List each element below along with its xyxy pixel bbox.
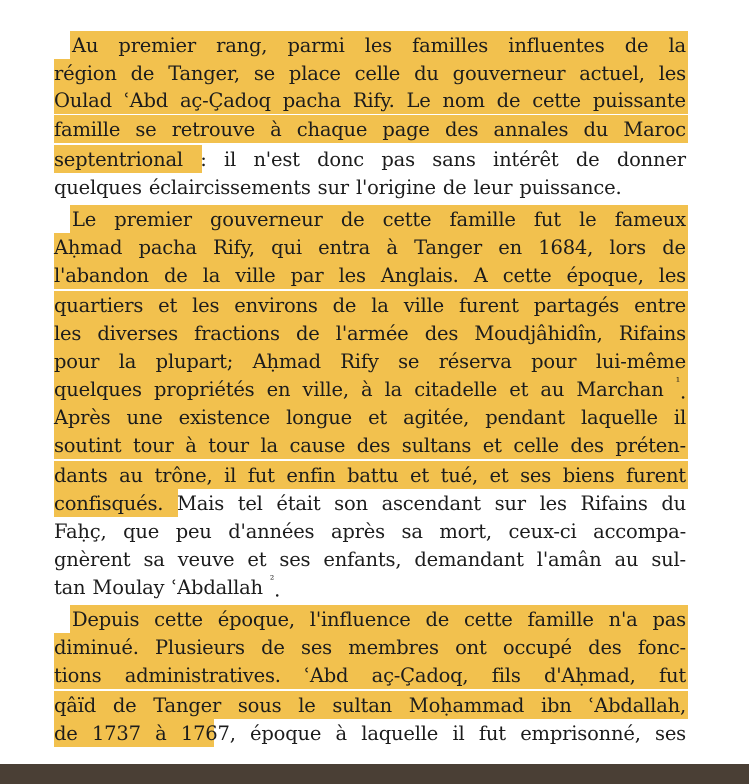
word: l'origine — [355, 176, 436, 199]
word: tan — [54, 576, 86, 599]
word: longue — [286, 406, 352, 429]
word: pour — [54, 350, 100, 373]
word: de — [340, 208, 365, 231]
word: entra — [318, 236, 371, 259]
word: cette — [532, 89, 581, 112]
word: et — [410, 464, 430, 487]
word: chaque — [296, 118, 368, 141]
word: fut — [247, 464, 275, 487]
word: ville, — [302, 378, 349, 401]
word: Mais — [176, 492, 225, 515]
word: des — [356, 434, 391, 457]
word: des — [424, 322, 459, 345]
word: peu — [175, 520, 212, 543]
word: gouverneur — [452, 62, 566, 85]
word: trône, — [154, 464, 213, 487]
word: celle — [513, 434, 559, 457]
word: Le — [72, 208, 97, 231]
word: sa — [401, 520, 423, 543]
word: de — [575, 148, 600, 171]
word: battu — [347, 464, 399, 487]
word: Moulay — [92, 576, 165, 599]
word: ont — [455, 636, 487, 659]
word: se — [398, 350, 420, 373]
word: ville — [403, 294, 444, 317]
word: les — [658, 62, 686, 85]
word: à — [360, 378, 373, 401]
word: les — [539, 492, 567, 515]
word: ibn — [540, 694, 572, 717]
word: ʿAbd — [123, 89, 169, 112]
text-line — [54, 692, 686, 720]
word: septentrional — [54, 148, 183, 171]
word: il — [224, 148, 237, 171]
word: de — [295, 322, 320, 345]
word: sans — [432, 148, 476, 171]
word: quelques — [54, 378, 142, 401]
word: lors — [609, 236, 646, 259]
word: fractions — [194, 322, 280, 345]
word: tour — [208, 434, 249, 457]
word: : — [200, 148, 207, 171]
word: pour — [531, 350, 577, 373]
word: $^{^1}$. — [675, 374, 686, 404]
word: ʿAbdallah, — [588, 694, 686, 717]
word: occupé — [502, 636, 572, 659]
word: retrouve — [171, 118, 255, 141]
word: du — [583, 118, 609, 141]
word: l'abandon — [54, 264, 149, 287]
word: époque, — [217, 608, 295, 631]
text-line — [54, 320, 686, 348]
word: ascendant — [381, 492, 481, 515]
word: et — [489, 464, 509, 487]
word: administratives. — [124, 664, 281, 687]
word: premier — [118, 34, 196, 57]
word: fut — [658, 664, 686, 687]
word: diminué. — [54, 636, 139, 659]
word: laquelle — [580, 406, 658, 429]
word: 1684, — [538, 236, 594, 259]
word: enfin — [286, 464, 336, 487]
word: cette — [382, 208, 432, 231]
word: 1737 — [91, 722, 141, 745]
word: le — [579, 208, 597, 231]
word: rang, — [216, 34, 268, 57]
word: aç-Çadoq, — [371, 664, 469, 687]
word: partagés — [533, 294, 620, 317]
word: la — [260, 434, 278, 457]
word: époque, — [566, 264, 644, 287]
text-line — [54, 432, 686, 460]
word: sur — [317, 176, 349, 199]
text-line — [72, 32, 686, 60]
text-line — [54, 462, 686, 490]
word: puissante — [592, 89, 686, 112]
word: après — [330, 520, 385, 543]
word: furent — [458, 294, 519, 317]
word: et — [368, 406, 388, 429]
word: à — [185, 434, 197, 457]
word: des — [570, 434, 604, 457]
word: A — [473, 264, 488, 287]
word: de — [130, 62, 155, 85]
word: les — [54, 322, 82, 345]
word: Oulad — [54, 89, 112, 112]
word: Rify. — [352, 89, 395, 112]
text-line — [54, 662, 686, 690]
word: et — [509, 378, 529, 401]
word: leur — [473, 176, 513, 199]
word: ʿAbdallah — [171, 576, 263, 599]
word: l'armée — [335, 322, 409, 345]
word: sultans — [401, 434, 472, 457]
word: réserva — [438, 350, 512, 373]
text-line — [54, 404, 686, 432]
word: plupart; — [155, 350, 234, 373]
word: fils — [491, 664, 521, 687]
word: sul- — [651, 548, 686, 571]
word: de — [332, 294, 357, 317]
text-line — [72, 606, 686, 634]
word: biens — [562, 464, 615, 487]
word: dants — [54, 464, 108, 487]
word: environs — [234, 294, 318, 317]
word: Rify — [340, 350, 379, 373]
word: mort, — [439, 520, 492, 543]
word: influentes — [508, 34, 605, 57]
word: sous — [237, 694, 282, 717]
word: il — [673, 406, 686, 429]
bottom-edge-bar — [0, 764, 749, 784]
word: agitée, — [403, 406, 470, 429]
word: soutint — [54, 434, 122, 457]
text-line — [54, 348, 686, 376]
word: fut — [533, 208, 561, 231]
word: que — [123, 520, 160, 543]
word: sultan — [332, 694, 392, 717]
text-line — [54, 720, 686, 748]
word: emprisonné, — [520, 722, 641, 745]
word: Aḥmad — [252, 350, 321, 373]
word: nom — [442, 89, 485, 112]
text-line — [54, 87, 686, 115]
word: pacha — [138, 236, 197, 259]
text-line — [54, 234, 686, 262]
word: gouverneur — [210, 208, 323, 231]
word: au — [614, 548, 639, 571]
word: qui — [271, 236, 302, 259]
word: était — [276, 492, 321, 515]
word: Tanger — [414, 236, 482, 259]
word: propriétés — [153, 378, 255, 401]
word: région — [54, 62, 117, 85]
text-line — [54, 376, 686, 404]
text-line — [54, 146, 686, 174]
word: des — [588, 636, 622, 659]
word: les — [364, 34, 392, 57]
word: pas — [652, 608, 686, 631]
word: au — [119, 464, 143, 487]
word: il — [452, 722, 465, 745]
word: Après — [54, 406, 111, 429]
word: la — [371, 294, 389, 317]
word: Au — [72, 34, 99, 57]
word: quelques — [54, 176, 142, 199]
word: tions — [54, 664, 102, 687]
word: éclaircissements — [148, 176, 311, 199]
word: son — [334, 492, 368, 515]
word: Rify, — [213, 236, 255, 259]
word: Moudjâhidîn, — [474, 322, 603, 345]
word: la — [202, 264, 221, 287]
word: tué, — [440, 464, 478, 487]
word: ʿAbd — [304, 664, 349, 687]
word: veuve — [177, 548, 235, 571]
word: famille — [449, 208, 516, 231]
word: de — [496, 89, 521, 112]
word: famille — [527, 608, 594, 631]
word: d'années — [228, 520, 315, 543]
word: quartiers — [54, 294, 144, 317]
word: de — [54, 722, 78, 745]
word: tour — [132, 434, 174, 457]
text-line — [54, 292, 686, 320]
text-line — [54, 634, 686, 662]
word: Rifains — [580, 492, 648, 515]
word: Maroc — [623, 118, 686, 141]
word: au — [540, 378, 565, 401]
word: cette — [154, 608, 203, 631]
word: les — [658, 264, 686, 287]
text-line — [54, 60, 686, 88]
word: Moḥammad — [408, 694, 525, 717]
word: page — [382, 118, 430, 141]
word: ses — [655, 722, 686, 745]
word: donner — [616, 148, 686, 171]
word: cause — [289, 434, 346, 457]
word: donc — [317, 148, 365, 171]
word: ses — [520, 464, 552, 487]
word: place — [288, 62, 341, 85]
word: du — [661, 492, 686, 515]
word: annales — [493, 118, 569, 141]
word: n'est — [253, 148, 300, 171]
word: 1767, — [180, 722, 236, 745]
word: une — [126, 406, 163, 429]
word: de — [163, 264, 188, 287]
word: intérêt — [493, 148, 559, 171]
text-line — [54, 116, 686, 144]
word: du — [414, 62, 439, 85]
word: de — [442, 176, 467, 199]
text-line — [54, 518, 686, 546]
word: en — [266, 378, 291, 401]
word: aç-Çadoq — [179, 89, 271, 112]
word: sa — [143, 548, 165, 571]
word: ceux-ci — [508, 520, 577, 543]
word: Marchan — [576, 378, 664, 401]
word: Aḥmad — [54, 236, 123, 259]
word: furent — [626, 464, 686, 487]
word: parmi — [287, 34, 345, 57]
word: pacha — [282, 89, 341, 112]
word: de — [425, 608, 450, 631]
word: les — [338, 264, 366, 287]
word: lui-même — [595, 350, 686, 373]
word: celle — [354, 62, 401, 85]
word: le — [298, 694, 316, 717]
word: se — [135, 118, 157, 141]
text-line — [54, 546, 686, 574]
word: de — [112, 694, 137, 717]
word: premier — [114, 208, 192, 231]
word: confisqués. — [54, 492, 164, 515]
word: des — [444, 118, 479, 141]
word: ville — [235, 264, 276, 287]
word: Tanger — [153, 694, 222, 717]
word: la — [384, 378, 403, 401]
word: Rifains — [618, 322, 686, 345]
word: ses — [279, 548, 311, 571]
word: accompa- — [593, 520, 686, 543]
word: à — [386, 236, 398, 259]
word: laquelle — [361, 722, 439, 745]
text-line — [54, 262, 686, 290]
word: pas — [381, 148, 415, 171]
text-line — [54, 574, 686, 602]
word: diverses — [97, 322, 178, 345]
word: la — [668, 34, 686, 57]
word: existence — [178, 406, 271, 429]
word: cette — [463, 608, 513, 631]
word: se — [253, 62, 275, 85]
word: époque — [250, 722, 322, 745]
word: n'a — [608, 608, 638, 631]
word: entre — [634, 294, 686, 317]
text-line — [54, 174, 686, 202]
word: famille — [54, 118, 121, 141]
word: et — [158, 294, 178, 317]
word: Le — [406, 89, 431, 112]
word: à — [335, 722, 347, 745]
word: ses — [301, 636, 332, 659]
word: gnèrent — [54, 548, 131, 571]
word: pendant — [485, 406, 565, 429]
word: familles — [412, 34, 489, 57]
word: $^{^2}$. — [269, 572, 281, 602]
text-line — [72, 206, 686, 234]
word: la — [118, 350, 137, 373]
word: de — [624, 34, 649, 57]
word: citadelle — [414, 378, 498, 401]
word: fut — [478, 722, 506, 745]
word: d'Aḥmad, — [543, 664, 636, 687]
word: les — [192, 294, 220, 317]
word: de — [662, 236, 686, 259]
word: il — [224, 464, 237, 487]
word: à — [270, 118, 282, 141]
word: fonc- — [637, 636, 686, 659]
word: membres — [348, 636, 439, 659]
word: demandant — [414, 548, 524, 571]
word: et — [247, 548, 267, 571]
word: de — [261, 636, 285, 659]
word: sur — [494, 492, 526, 515]
word: préten- — [615, 434, 686, 457]
word: l'influence — [309, 608, 411, 631]
word: à — [155, 722, 167, 745]
word: Tanger, — [168, 62, 240, 85]
word: qâïd — [54, 694, 97, 717]
word: actuel, — [579, 62, 645, 85]
word: Plusieurs — [155, 636, 245, 659]
word: et — [482, 434, 502, 457]
word: Faḥç, — [54, 520, 107, 543]
text-line — [54, 490, 686, 518]
word: Depuis — [72, 608, 140, 631]
word: l'amân — [536, 548, 602, 571]
word: Anglais. — [380, 264, 459, 287]
word: puissance. — [519, 176, 622, 199]
word: cette — [502, 264, 552, 287]
word: tel — [237, 492, 263, 515]
word: par — [290, 264, 324, 287]
word: enfants, — [323, 548, 402, 571]
word: en — [498, 236, 522, 259]
word: fameux — [614, 208, 686, 231]
